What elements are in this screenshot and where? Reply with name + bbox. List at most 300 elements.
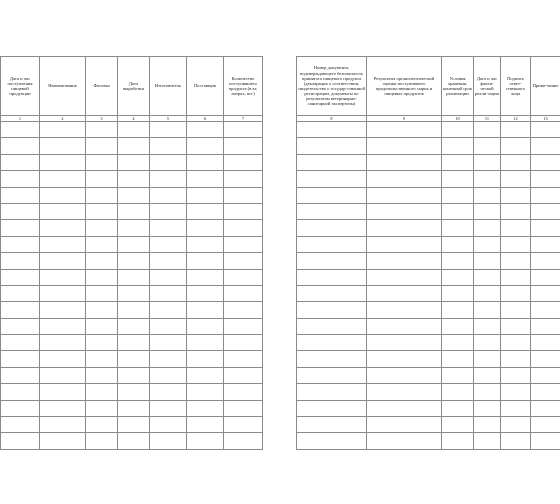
table-cell[interactable]: [86, 203, 118, 219]
table-cell[interactable]: [40, 122, 86, 138]
table-row: [1, 171, 263, 187]
table-cell[interactable]: [187, 417, 224, 433]
table-cell[interactable]: [1, 400, 40, 416]
table-cell[interactable]: [474, 220, 501, 236]
table-cell[interactable]: [224, 203, 263, 219]
table-cell[interactable]: [297, 253, 367, 269]
table-cell[interactable]: [297, 351, 367, 367]
table-cell[interactable]: [187, 187, 224, 203]
table-cell[interactable]: [118, 154, 150, 170]
table-cell[interactable]: [531, 400, 560, 416]
table-cell[interactable]: [40, 138, 86, 154]
table-cell[interactable]: [224, 433, 263, 449]
table-cell[interactable]: [474, 417, 501, 433]
table-cell[interactable]: [367, 187, 442, 203]
column-number: 7: [224, 116, 263, 122]
table-cell[interactable]: [187, 400, 224, 416]
table-cell[interactable]: [367, 335, 442, 351]
table-cell[interactable]: [224, 187, 263, 203]
table-cell[interactable]: [224, 253, 263, 269]
table-cell[interactable]: [86, 154, 118, 170]
table-cell[interactable]: [40, 318, 86, 334]
table-cell[interactable]: [442, 302, 474, 318]
table-cell[interactable]: [150, 253, 187, 269]
table-row: [297, 318, 560, 334]
table-cell[interactable]: [224, 138, 263, 154]
table-cell[interactable]: [474, 351, 501, 367]
column-number: 5: [150, 116, 187, 122]
table-cell[interactable]: [1, 285, 40, 301]
table-cell[interactable]: [187, 122, 224, 138]
table-cell[interactable]: [150, 351, 187, 367]
header-row: [297, 57, 560, 116]
table-cell[interactable]: [1, 171, 40, 187]
table-cell[interactable]: [474, 122, 501, 138]
table-cell[interactable]: [531, 269, 560, 285]
table-cell[interactable]: [501, 253, 531, 269]
table-cell[interactable]: [367, 236, 442, 252]
table-cell[interactable]: [118, 351, 150, 367]
journal-left-page: [0, 56, 262, 450]
table-cell[interactable]: [150, 285, 187, 301]
table-cell[interactable]: [1, 335, 40, 351]
table-cell[interactable]: [1, 154, 40, 170]
table-cell[interactable]: [224, 302, 263, 318]
table-cell[interactable]: [118, 433, 150, 449]
table-cell[interactable]: [118, 171, 150, 187]
table-cell[interactable]: [474, 203, 501, 219]
table-cell[interactable]: [442, 171, 474, 187]
table-cell[interactable]: [297, 400, 367, 416]
table-cell[interactable]: [531, 138, 560, 154]
table-cell[interactable]: [187, 154, 224, 170]
table-cell[interactable]: [150, 122, 187, 138]
column-header-packaging: Фасовка: [86, 57, 118, 116]
column-header-supplier: Поставщик: [187, 57, 224, 116]
table-cell[interactable]: [297, 171, 367, 187]
table-cell[interactable]: [297, 285, 367, 301]
table-cell[interactable]: [187, 220, 224, 236]
table-cell[interactable]: [40, 171, 86, 187]
table-cell[interactable]: [150, 417, 187, 433]
column-number: 6: [187, 116, 224, 122]
table-cell[interactable]: [1, 220, 40, 236]
table-row: [1, 351, 263, 367]
table-cell[interactable]: [150, 384, 187, 400]
table-cell[interactable]: [118, 122, 150, 138]
table-cell[interactable]: [474, 236, 501, 252]
table-cell[interactable]: [474, 138, 501, 154]
table-cell[interactable]: [118, 400, 150, 416]
table-cell[interactable]: [187, 236, 224, 252]
table-cell[interactable]: [1, 318, 40, 334]
table-cell[interactable]: [531, 187, 560, 203]
table-cell[interactable]: [150, 236, 187, 252]
table-cell[interactable]: [501, 400, 531, 416]
table-cell[interactable]: [531, 122, 560, 138]
table-cell[interactable]: [86, 318, 118, 334]
table-row: [297, 302, 560, 318]
table-row: [1, 253, 263, 269]
table-cell[interactable]: [442, 122, 474, 138]
table-cell[interactable]: [442, 367, 474, 383]
table-cell[interactable]: [86, 400, 118, 416]
table-cell[interactable]: [501, 367, 531, 383]
table-row: [1, 400, 263, 416]
table-cell[interactable]: [1, 187, 40, 203]
table-cell[interactable]: [474, 400, 501, 416]
table-cell[interactable]: [501, 236, 531, 252]
right-journal-table: [296, 56, 560, 450]
table-cell[interactable]: [501, 417, 531, 433]
table-cell[interactable]: [40, 335, 86, 351]
table-row: [297, 203, 560, 219]
table-cell[interactable]: [118, 253, 150, 269]
table-row: [297, 187, 560, 203]
table-cell[interactable]: [1, 253, 40, 269]
table-cell[interactable]: [40, 203, 86, 219]
table-cell[interactable]: [442, 269, 474, 285]
table-cell[interactable]: [1, 433, 40, 449]
table-cell[interactable]: [150, 171, 187, 187]
table-cell[interactable]: [187, 138, 224, 154]
table-cell[interactable]: [367, 138, 442, 154]
table-cell[interactable]: [40, 269, 86, 285]
table-cell[interactable]: [224, 122, 263, 138]
table-cell[interactable]: [187, 318, 224, 334]
table-cell[interactable]: [297, 122, 367, 138]
table-cell[interactable]: [86, 285, 118, 301]
table-cell[interactable]: [118, 417, 150, 433]
table-row: [297, 171, 560, 187]
column-header-storage-conditions: Условия хранения, конечный срок реализации: [442, 57, 474, 116]
table-cell[interactable]: [150, 335, 187, 351]
table-cell[interactable]: [150, 220, 187, 236]
table-cell[interactable]: [297, 236, 367, 252]
table-cell[interactable]: [40, 236, 86, 252]
table-cell[interactable]: [118, 285, 150, 301]
table-cell[interactable]: [442, 285, 474, 301]
table-cell[interactable]: [118, 203, 150, 219]
table-cell[interactable]: [442, 220, 474, 236]
table-cell[interactable]: [1, 236, 40, 252]
table-cell[interactable]: [442, 253, 474, 269]
table-cell[interactable]: [224, 367, 263, 383]
table-cell[interactable]: [501, 302, 531, 318]
table-cell[interactable]: [1, 138, 40, 154]
table-row: [297, 433, 560, 449]
table-cell[interactable]: [442, 351, 474, 367]
table-row: [297, 384, 560, 400]
table-row: [297, 367, 560, 383]
table-cell[interactable]: [531, 154, 560, 170]
table-cell[interactable]: [297, 203, 367, 219]
table-cell[interactable]: [474, 285, 501, 301]
table-cell[interactable]: [501, 269, 531, 285]
column-header-sale-datetime: Дата и час факти-ческой реали-зации: [474, 57, 501, 116]
table-cell[interactable]: [40, 220, 86, 236]
table-row: [297, 400, 560, 416]
table-cell[interactable]: [501, 187, 531, 203]
table-cell[interactable]: [86, 171, 118, 187]
table-cell[interactable]: [367, 400, 442, 416]
table-cell[interactable]: [367, 367, 442, 383]
table-cell[interactable]: [474, 367, 501, 383]
table-cell[interactable]: [442, 318, 474, 334]
table-cell[interactable]: [367, 154, 442, 170]
table-cell[interactable]: [367, 203, 442, 219]
table-cell[interactable]: [224, 318, 263, 334]
table-row: [1, 236, 263, 252]
table-cell[interactable]: [224, 171, 263, 187]
table-cell[interactable]: [501, 285, 531, 301]
table-cell[interactable]: [224, 269, 263, 285]
table-cell[interactable]: [40, 187, 86, 203]
table-cell[interactable]: [442, 384, 474, 400]
table-cell[interactable]: [224, 400, 263, 416]
table-cell[interactable]: [40, 367, 86, 383]
table-cell[interactable]: [367, 433, 442, 449]
table-cell[interactable]: [474, 187, 501, 203]
table-cell[interactable]: [474, 171, 501, 187]
table-cell[interactable]: [40, 285, 86, 301]
table-cell[interactable]: [297, 335, 367, 351]
table-cell[interactable]: [501, 318, 531, 334]
table-cell[interactable]: [224, 335, 263, 351]
table-cell[interactable]: [1, 351, 40, 367]
table-cell[interactable]: [86, 122, 118, 138]
table-cell[interactable]: [150, 433, 187, 449]
table-cell[interactable]: [187, 253, 224, 269]
table-cell[interactable]: [224, 285, 263, 301]
table-cell[interactable]: [224, 417, 263, 433]
table-cell[interactable]: [501, 335, 531, 351]
table-cell[interactable]: [150, 203, 187, 219]
table-cell[interactable]: [187, 285, 224, 301]
table-cell[interactable]: [224, 351, 263, 367]
table-cell[interactable]: [442, 138, 474, 154]
table-cell[interactable]: [501, 384, 531, 400]
table-cell[interactable]: [150, 138, 187, 154]
table-cell[interactable]: [297, 187, 367, 203]
table-cell[interactable]: [187, 171, 224, 187]
table-cell[interactable]: [224, 384, 263, 400]
table-cell[interactable]: [501, 122, 531, 138]
table-cell[interactable]: [367, 384, 442, 400]
table-cell[interactable]: [187, 367, 224, 383]
table-cell[interactable]: [442, 335, 474, 351]
table-cell[interactable]: [367, 417, 442, 433]
column-number: 3: [86, 116, 118, 122]
table-cell[interactable]: [367, 318, 442, 334]
table-row: [297, 285, 560, 301]
table-cell[interactable]: [442, 400, 474, 416]
table-cell[interactable]: [531, 236, 560, 252]
table-cell[interactable]: [150, 400, 187, 416]
table-cell[interactable]: [474, 154, 501, 170]
table-cell[interactable]: [367, 171, 442, 187]
table-cell[interactable]: [1, 269, 40, 285]
table-cell[interactable]: [40, 433, 86, 449]
table-cell[interactable]: [442, 433, 474, 449]
table-cell[interactable]: [118, 318, 150, 334]
table-cell[interactable]: [531, 253, 560, 269]
table-cell[interactable]: [40, 302, 86, 318]
table-cell[interactable]: [86, 384, 118, 400]
table-cell[interactable]: [531, 203, 560, 219]
table-cell[interactable]: [40, 417, 86, 433]
table-cell[interactable]: [367, 302, 442, 318]
table-cell[interactable]: [531, 335, 560, 351]
table-cell[interactable]: [118, 187, 150, 203]
table-cell[interactable]: [40, 400, 86, 416]
table-cell[interactable]: [474, 433, 501, 449]
table-cell[interactable]: [118, 367, 150, 383]
table-cell[interactable]: [531, 417, 560, 433]
table-row: [297, 417, 560, 433]
table-cell[interactable]: [150, 269, 187, 285]
table-cell[interactable]: [150, 154, 187, 170]
table-row: [1, 285, 263, 301]
table-cell[interactable]: [474, 335, 501, 351]
table-cell[interactable]: [86, 269, 118, 285]
table-cell[interactable]: [297, 154, 367, 170]
table-cell[interactable]: [1, 367, 40, 383]
header-row: [1, 57, 263, 116]
table-cell[interactable]: [1, 302, 40, 318]
table-cell[interactable]: [187, 351, 224, 367]
table-cell[interactable]: [297, 302, 367, 318]
journal-right-page: [296, 56, 560, 450]
table-cell[interactable]: [367, 285, 442, 301]
table-cell[interactable]: [224, 220, 263, 236]
table-cell[interactable]: [1, 122, 40, 138]
column-header-organoleptic-results: Результаты органолептической оценки поступившего продовольственного сырья и пищевых продуктов: [367, 57, 442, 116]
table-cell[interactable]: [442, 154, 474, 170]
table-cell[interactable]: [187, 302, 224, 318]
table-cell[interactable]: [297, 220, 367, 236]
table-cell[interactable]: [118, 138, 150, 154]
table-cell[interactable]: [474, 318, 501, 334]
table-cell[interactable]: [531, 433, 560, 449]
table-cell[interactable]: [367, 351, 442, 367]
table-cell[interactable]: [297, 318, 367, 334]
table-cell[interactable]: [187, 203, 224, 219]
table-cell[interactable]: [501, 138, 531, 154]
table-cell[interactable]: [150, 367, 187, 383]
table-cell[interactable]: [501, 154, 531, 170]
table-cell[interactable]: [86, 351, 118, 367]
table-cell[interactable]: [367, 220, 442, 236]
table-cell[interactable]: [187, 433, 224, 449]
table-cell[interactable]: [86, 253, 118, 269]
table-cell[interactable]: [531, 285, 560, 301]
table-cell[interactable]: [367, 122, 442, 138]
table-cell[interactable]: [86, 187, 118, 203]
table-cell[interactable]: [86, 367, 118, 383]
table-cell[interactable]: [501, 220, 531, 236]
table-cell[interactable]: [40, 351, 86, 367]
table-cell[interactable]: [474, 269, 501, 285]
table-cell[interactable]: [86, 220, 118, 236]
table-cell[interactable]: [501, 351, 531, 367]
table-cell[interactable]: [297, 138, 367, 154]
table-cell[interactable]: [40, 253, 86, 269]
table-cell[interactable]: [187, 269, 224, 285]
table-cell[interactable]: [86, 236, 118, 252]
table-cell[interactable]: [531, 367, 560, 383]
table-row: [1, 269, 263, 285]
table-cell[interactable]: [118, 236, 150, 252]
table-cell[interactable]: [86, 433, 118, 449]
table-cell[interactable]: [86, 335, 118, 351]
table-row: [1, 384, 263, 400]
table-cell[interactable]: [531, 302, 560, 318]
table-cell[interactable]: [474, 253, 501, 269]
column-number: 1: [1, 116, 40, 122]
table-cell[interactable]: [297, 433, 367, 449]
table-cell[interactable]: [224, 154, 263, 170]
table-cell[interactable]: [297, 417, 367, 433]
table-cell[interactable]: [224, 236, 263, 252]
table-cell[interactable]: [442, 187, 474, 203]
table-cell[interactable]: [474, 384, 501, 400]
table-cell[interactable]: [118, 335, 150, 351]
table-cell[interactable]: [442, 236, 474, 252]
table-cell[interactable]: [442, 203, 474, 219]
table-cell[interactable]: [150, 187, 187, 203]
table-cell[interactable]: [367, 269, 442, 285]
table-cell[interactable]: [1, 384, 40, 400]
table-cell[interactable]: [474, 302, 501, 318]
table-cell[interactable]: [187, 384, 224, 400]
table-cell[interactable]: [297, 367, 367, 383]
table-cell[interactable]: [1, 203, 40, 219]
table-cell[interactable]: [118, 269, 150, 285]
table-cell[interactable]: [442, 417, 474, 433]
table-cell[interactable]: [501, 171, 531, 187]
table-cell[interactable]: [86, 417, 118, 433]
table-cell[interactable]: [40, 384, 86, 400]
table-cell[interactable]: [297, 269, 367, 285]
table-cell[interactable]: [531, 318, 560, 334]
table-cell[interactable]: [118, 220, 150, 236]
table-cell[interactable]: [531, 351, 560, 367]
table-cell[interactable]: [86, 302, 118, 318]
table-cell[interactable]: [150, 318, 187, 334]
column-number: 9: [367, 116, 442, 122]
table-cell[interactable]: [118, 384, 150, 400]
table-row: [1, 318, 263, 334]
table-cell[interactable]: [531, 220, 560, 236]
table-cell[interactable]: [1, 417, 40, 433]
table-cell[interactable]: [501, 203, 531, 219]
table-cell[interactable]: [297, 384, 367, 400]
table-row: [1, 433, 263, 449]
table-row: [1, 367, 263, 383]
table-cell[interactable]: [118, 302, 150, 318]
table-cell[interactable]: [150, 302, 187, 318]
column-header-production-date: Дата выработки: [118, 57, 150, 116]
table-cell[interactable]: [531, 384, 560, 400]
table-cell[interactable]: [86, 138, 118, 154]
table-cell[interactable]: [501, 433, 531, 449]
table-cell[interactable]: [531, 171, 560, 187]
table-cell[interactable]: [187, 335, 224, 351]
table-row: [297, 122, 560, 138]
table-cell[interactable]: [367, 253, 442, 269]
table-cell[interactable]: [40, 154, 86, 170]
